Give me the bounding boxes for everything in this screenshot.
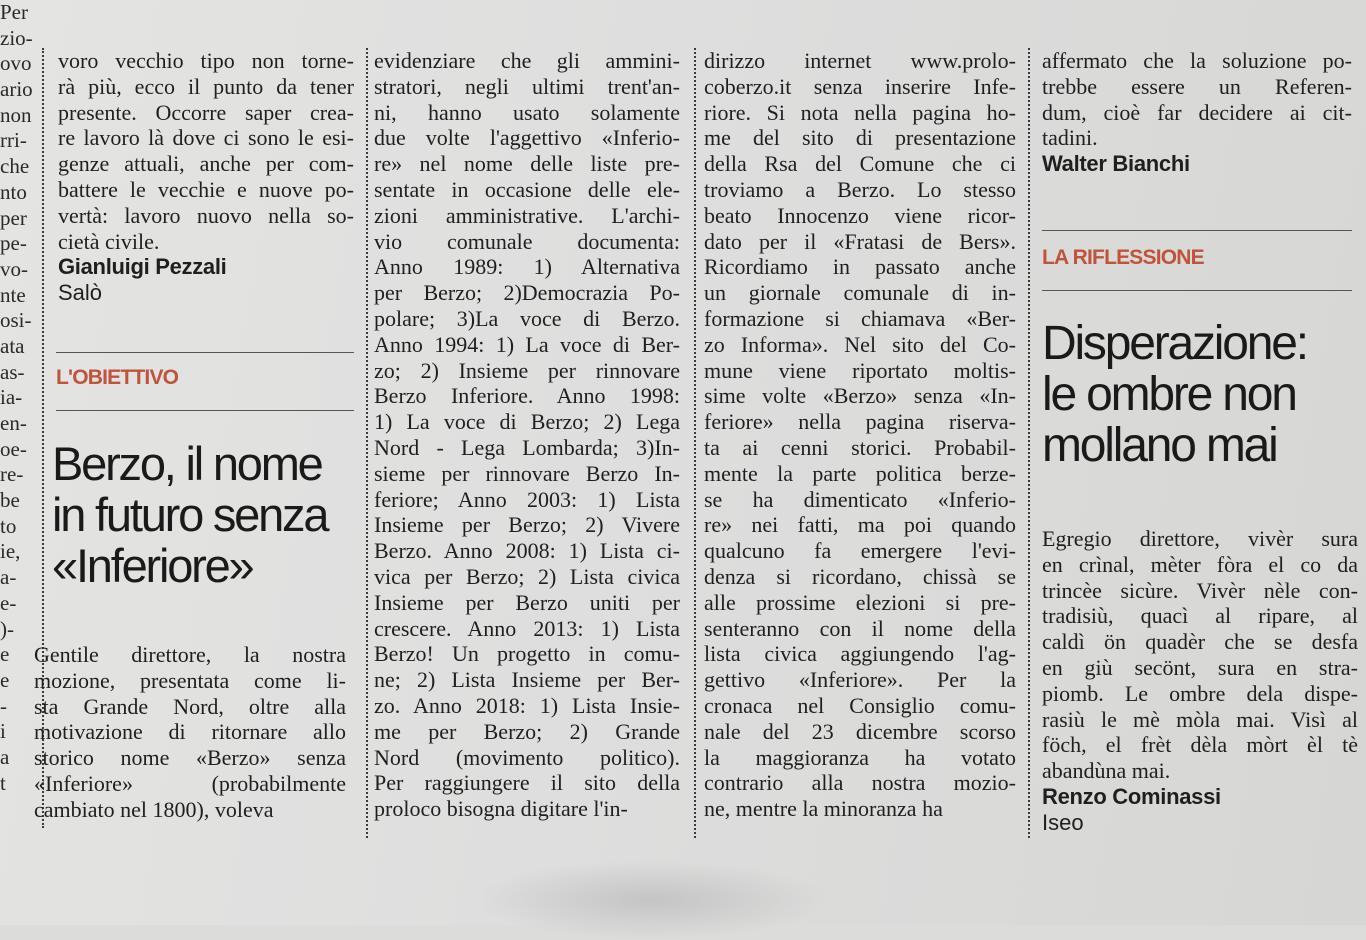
- text-line: crescere. Anno 2013: 1) Lista: [374, 615, 680, 641]
- column-separator: [366, 48, 368, 838]
- text-line: qualcuno fa emergere l'evi-: [704, 538, 1016, 564]
- text-line: piomb. Le ombre dela dispe-: [1042, 680, 1358, 706]
- text-line: tadini.: [1042, 125, 1098, 151]
- text-line: stratori, negli ultimi trent'an-: [374, 73, 680, 99]
- text-line: coberzo.it senza inserire Infe-: [704, 73, 1016, 99]
- text-line: vertà: lavoro nuovo nella so-: [58, 202, 354, 228]
- text-line: dum, cioè far decidere ai cit-: [1042, 99, 1352, 125]
- text-line: rà più, ecco il punto da tener: [58, 73, 354, 99]
- article-body-right: [1042, 526, 1358, 836]
- text-line: Ricordiamo in passato anche: [704, 254, 1016, 280]
- text-line: tradisiù, quacì al ripare, al: [1042, 603, 1358, 629]
- text-line: riore. Si nota nella pagina ho-: [704, 99, 1016, 125]
- text-line: cambiato nel 1800), voleva: [34, 796, 274, 822]
- article-signature: Renzo Cominassi: [1042, 783, 1221, 809]
- text-line: la maggioranza ha votato: [704, 744, 1016, 770]
- text-line: vica per Berzo; 2) Lista civica: [374, 563, 680, 589]
- text-line: Insieme per Berzo uniti per: [374, 589, 680, 615]
- article-headline: [1042, 318, 1362, 471]
- edge-fragment-line: e-: [0, 590, 17, 615]
- photo-shadow: [470, 860, 830, 940]
- edge-fragment-line: nte: [0, 282, 26, 307]
- text-line: Anno 1989: 1) Alternativa: [374, 254, 680, 280]
- text-line: denza si ricordano, chissà se: [704, 563, 1016, 589]
- article-body-col2: [374, 48, 680, 822]
- edge-fragment-line: t: [0, 770, 6, 795]
- text-line: formazione si chiamava «Ber-: [704, 305, 1016, 331]
- text-line: ne, mentre la minoranza ha: [704, 796, 943, 822]
- column-right: [1042, 48, 1352, 177]
- headline-line: Berzo, il nome: [52, 437, 322, 490]
- article-headline: [52, 438, 362, 591]
- text-line: mune viene riportato moltis-: [704, 357, 1016, 383]
- text-line: cietà civile.: [58, 228, 160, 254]
- text-line: Nord (movimento politico).: [374, 744, 680, 770]
- text-line: affermato che la soluzione po-: [1042, 48, 1352, 73]
- text-line: motivazione di ritornare allo: [34, 719, 346, 745]
- text-line: proloco bisogna digitare l'in-: [374, 796, 628, 822]
- text-line: Insieme per Berzo; 2) Vivere: [374, 512, 680, 538]
- edge-fragment-line: Per: [0, 0, 28, 24]
- text-line: dato per il «Fratasi de Bers».: [704, 228, 1016, 254]
- text-line: trincèe sicùre. Vivèr nèle con-: [1042, 577, 1358, 603]
- text-line: due volte l'aggettivo «Inferio-: [374, 125, 680, 151]
- section-rule: [56, 410, 354, 411]
- text-line: zo; 2) Insieme per rinnovare: [374, 357, 680, 383]
- text-line: zo Informa». Nel sito del Co-: [704, 331, 1016, 357]
- text-line: mente la parte politica berze-: [704, 460, 1016, 486]
- edge-fragment-line: oe-: [0, 436, 27, 461]
- edge-fragment-line: ovo: [0, 51, 32, 76]
- text-line: Nord - Lega Lombarda; 3)In-: [374, 434, 680, 460]
- column-separator: [1028, 48, 1030, 838]
- text-line: föch, el frèt dèla mòrt èl tè: [1042, 732, 1358, 758]
- text-line: sentate in occasione delle ele-: [374, 176, 680, 202]
- text-line: sime volte «Berzo» senza «In-: [704, 383, 1016, 409]
- text-line: sieme per rinnovare Berzo In-: [374, 460, 680, 486]
- text-line: genze attuali, anche per com-: [58, 151, 354, 177]
- edge-fragment-line: rri-: [0, 128, 27, 153]
- edge-fragment-line: nto: [0, 179, 27, 204]
- text-line: re» nei fatti, ma poi quando: [704, 512, 1016, 538]
- text-line: per Berzo; 2)Democrazia Po-: [374, 280, 680, 306]
- text-line: ta ai cenni storici. Probabil-: [704, 434, 1016, 460]
- text-line: ne; 2) Lista Insieme per Ber-: [374, 667, 680, 693]
- text-line: nale del 23 dicembre scorso: [704, 718, 1016, 744]
- text-line: della Rsa del Comune che ci: [704, 151, 1016, 177]
- text-line: Anno 1994: 1) La voce di Ber-: [374, 331, 680, 357]
- text-line: caldì ön quadèr che se desfa: [1042, 629, 1358, 655]
- edge-column-fragment: [0, 0, 36, 796]
- text-line: rasiù le mè mòla mai. Visì al: [1042, 706, 1358, 732]
- text-line: trebbe essere un Referen-: [1042, 73, 1352, 99]
- section-rule: [1042, 230, 1352, 231]
- column-left: [58, 48, 354, 306]
- text-line: re lavoro là dove ci sono le esi-: [58, 125, 354, 151]
- edge-fragment-line: re-: [0, 462, 24, 487]
- edge-fragment-line: pe-: [0, 231, 27, 256]
- headline-line: in futuro senza: [52, 488, 328, 541]
- text-line: presente. Occorre saper crea-: [58, 99, 354, 125]
- edge-fragment-line: be: [0, 488, 20, 513]
- edge-fragment-line: vo-: [0, 256, 28, 281]
- article-kicker: L'OBIETTIVO: [56, 366, 179, 389]
- article-body-col1: [34, 642, 346, 823]
- text-line: contrario alla nostra mozio-: [704, 770, 1016, 796]
- text-line: Per raggiungere il sito della: [374, 770, 680, 796]
- text-line: troviamo a Berzo. Lo stesso: [704, 176, 1016, 202]
- article-body-text: [1042, 526, 1358, 784]
- text-line: ni, hanno usato solamente: [374, 99, 680, 125]
- text-line: 1) La voce di Berzo; 2) Lega: [374, 409, 680, 435]
- text-line: zioni amministrative. L'archi-: [374, 202, 680, 228]
- edge-fragment-line: i: [0, 719, 6, 744]
- text-line: me per Berzo; 2) Grande: [374, 718, 680, 744]
- edge-fragment-line: e: [0, 642, 10, 667]
- edge-fragment-line: a: [0, 744, 10, 769]
- text-line: sta Grande Nord, oltre alla: [34, 693, 346, 719]
- text-line: me del sito di presentazione: [704, 125, 1016, 151]
- article-place: Iseo: [1042, 809, 1084, 835]
- text-line: en giù secönt, sura en stra-: [1042, 654, 1358, 680]
- edge-fragment-line: )-: [0, 616, 14, 641]
- text-line: feriore; Anno 2003: 1) Lista: [374, 486, 680, 512]
- text-line: lista civica aggiungendo l'ag-: [704, 641, 1016, 667]
- headline-line: Disperazione:: [1042, 317, 1307, 370]
- edge-fragment-line: zio-: [0, 25, 33, 50]
- text-line: se ha dimenticato «Inferio-: [704, 486, 1016, 512]
- text-line: dirizzo internet www.prolo-: [704, 48, 1016, 73]
- text-line: abandùna mai.: [1042, 758, 1171, 784]
- text-line: gettivo «Inferiore». Per la: [704, 667, 1016, 693]
- text-line: cronaca nel Consiglio comu-: [704, 692, 1016, 718]
- text-line: senteranno con il nome della: [704, 615, 1016, 641]
- headline-line: «Inferiore»: [52, 539, 253, 592]
- text-line: Berzo! Un progetto in comu-: [374, 641, 680, 667]
- text-line: Gentile direttore, la nostra: [34, 642, 346, 667]
- text-line: re» nel nome delle liste pre-: [374, 151, 680, 177]
- edge-fragment-line: e: [0, 667, 10, 692]
- headline-line: le ombre non: [1042, 368, 1296, 421]
- text-line: polare; 3)La voce di Berzo.: [374, 305, 680, 331]
- edge-fragment-line: per: [0, 205, 27, 230]
- previous-letter-text: [1042, 48, 1352, 151]
- letter-place: Salò: [58, 280, 103, 306]
- text-line: mozione, presentata come li-: [34, 667, 346, 693]
- text-line: Berzo. Anno 2008: 1) Lista ci-: [374, 538, 680, 564]
- edge-fragment-line: to: [0, 513, 17, 538]
- text-line: Egregio direttore, vivèr sura: [1042, 526, 1358, 551]
- text-line: feriore» nella pagina riserva-: [704, 409, 1016, 435]
- text-line: storico nome «Berzo» senza: [34, 745, 346, 771]
- edge-fragment-line: non: [0, 102, 32, 127]
- edge-fragment-line: en-: [0, 411, 27, 435]
- section-rule: [56, 352, 354, 353]
- edge-fragment-line: ata: [0, 333, 25, 358]
- article-kicker: LA RIFLESSIONE: [1042, 246, 1204, 269]
- headline-line: mollano mai: [1042, 419, 1277, 472]
- text-line: Berzo Inferiore. Anno 1998:: [374, 383, 680, 409]
- edge-fragment-line: ia-: [0, 385, 23, 410]
- edge-fragment-line: ario: [0, 77, 33, 102]
- section-rule: [1042, 290, 1352, 291]
- text-line: en crìnal, mèter fòra el co da: [1042, 551, 1358, 577]
- text-line: battere le vecchie e nuove po-: [58, 176, 354, 202]
- letter-signature: Walter Bianchi: [1042, 151, 1190, 177]
- column-separator: [694, 48, 696, 838]
- edge-fragment-line: ie,: [0, 539, 21, 564]
- text-line: un giornale comunale di in-: [704, 280, 1016, 306]
- edge-fragment-line: che: [0, 154, 30, 179]
- text-line: alle prossime elezioni si pre-: [704, 589, 1016, 615]
- edge-fragment-line: -: [0, 693, 7, 718]
- previous-letter-text: [58, 48, 354, 254]
- article-body-col3: [704, 48, 1016, 822]
- edge-fragment-line: a-: [0, 565, 17, 590]
- text-line: voro vecchio tipo non torne-: [58, 48, 354, 73]
- text-line: evidenziare che gli ammini-: [374, 48, 680, 73]
- text-line: vio comunale documenta:: [374, 228, 680, 254]
- text-line: zo. Anno 2018: 1) Lista Insie-: [374, 692, 680, 718]
- edge-fragment-line: as-: [0, 359, 25, 384]
- letter-signature: Gianluigi Pezzali: [58, 254, 227, 280]
- text-line: «Inferiore» (probabilmente: [34, 770, 346, 796]
- edge-fragment-line: osi-: [0, 308, 32, 333]
- text-line: beato Innocenzo viene ricor-: [704, 202, 1016, 228]
